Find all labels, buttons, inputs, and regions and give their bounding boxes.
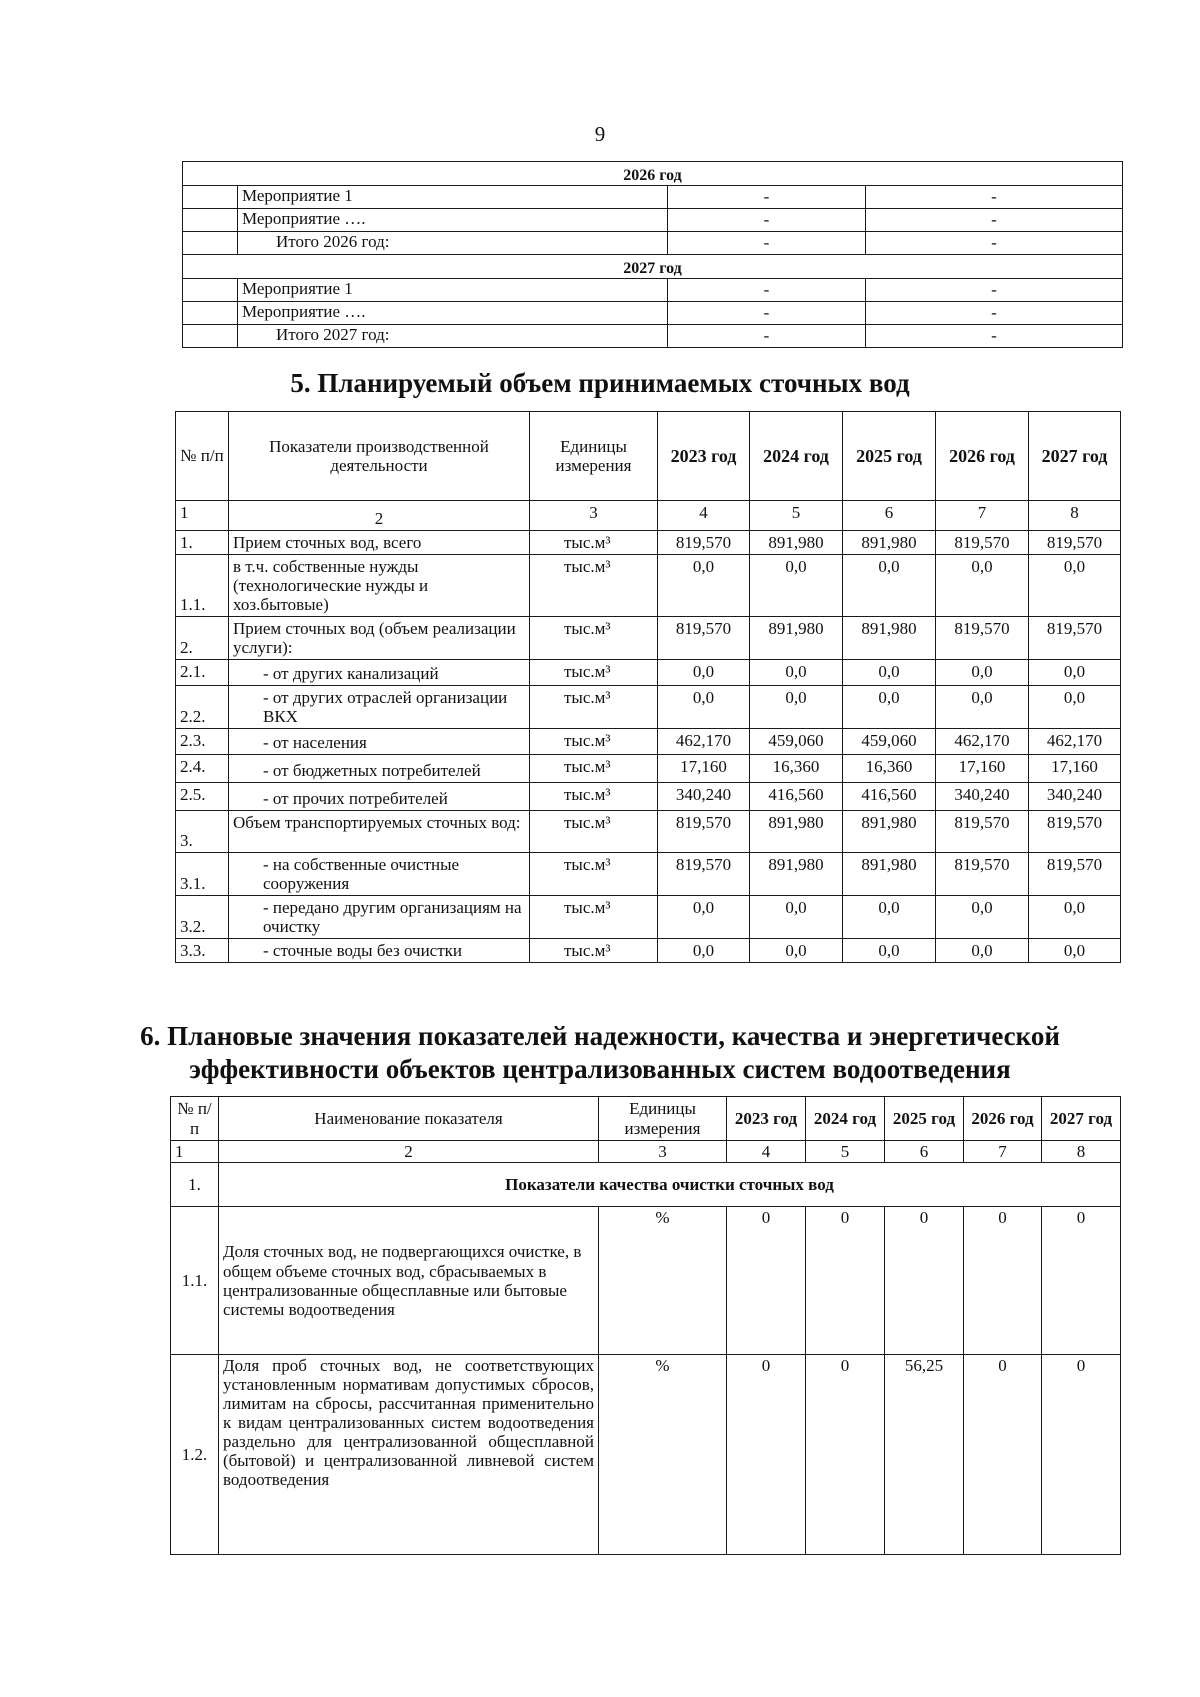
quality-indicators-table — [170, 1096, 1121, 1555]
value-cell: 0,0 — [936, 660, 1029, 686]
unit-cell: тыс.м³ — [530, 686, 658, 729]
column-header: Наименование показателя — [219, 1097, 599, 1141]
column-header: 2024 год — [806, 1097, 885, 1141]
column-header: № п/п — [171, 1097, 219, 1141]
value-cell: 0 — [727, 1355, 806, 1555]
table-row — [176, 811, 1121, 853]
value-cell: 462,170 — [658, 729, 750, 755]
row-number: 2. — [176, 617, 229, 660]
value-cell: 0,0 — [1029, 896, 1121, 939]
indicator-name: - от населения — [229, 729, 530, 755]
value-cell: 0,0 — [1029, 555, 1121, 617]
value-cell: 891,980 — [750, 617, 843, 660]
header-row — [176, 412, 1121, 501]
column-header: 2023 год — [727, 1097, 806, 1141]
section-5-title: 5. Планируемый объем принимаемых сточных вод — [290, 368, 910, 398]
value-cell: - — [668, 279, 866, 302]
value-cell: 16,360 — [750, 755, 843, 783]
value-cell: 0 — [885, 1207, 964, 1355]
table-row — [171, 1207, 1121, 1355]
column-number: 1 — [176, 501, 229, 531]
table-row — [176, 939, 1121, 963]
indicator-name: Прием сточных вод (объем реализации услуги): — [229, 617, 530, 660]
value-cell: 891,980 — [750, 811, 843, 853]
column-number: 6 — [843, 501, 936, 531]
value-cell: 56,25 — [885, 1355, 964, 1555]
value-cell: 0,0 — [843, 939, 936, 963]
unit-cell: тыс.м³ — [530, 811, 658, 853]
value-cell: 0,0 — [750, 660, 843, 686]
value-cell: 17,160 — [658, 755, 750, 783]
row-number: 1.1. — [171, 1207, 219, 1355]
value-cell: 819,570 — [658, 617, 750, 660]
value-cell: - — [866, 279, 1123, 302]
column-number: 7 — [964, 1141, 1042, 1163]
unit-cell: тыс.м³ — [530, 755, 658, 783]
column-header: Единицы измерения — [530, 412, 658, 501]
measure-label: Мероприятие 1 — [238, 279, 668, 302]
value-cell: 0,0 — [1029, 939, 1121, 963]
value-cell: 819,570 — [1029, 531, 1121, 555]
column-header: Показатели производственной деятельности — [229, 412, 530, 501]
indicator-name: - на собственные очистные сооружения — [229, 853, 530, 896]
column-number: 4 — [727, 1141, 806, 1163]
value-cell: - — [866, 186, 1123, 209]
num-cell — [183, 325, 238, 348]
value-cell: 0,0 — [658, 686, 750, 729]
value-cell: - — [866, 232, 1123, 255]
column-header: 2026 год — [964, 1097, 1042, 1141]
value-cell: 0,0 — [658, 896, 750, 939]
value-cell: - — [668, 232, 866, 255]
value-cell: 819,570 — [658, 853, 750, 896]
value-cell: 0 — [964, 1355, 1042, 1555]
indicator-name: Объем транспортируемых сточных вод: — [229, 811, 530, 853]
table-row — [183, 279, 1123, 302]
value-cell: 0 — [964, 1207, 1042, 1355]
wastewater-volume-table — [175, 411, 1121, 963]
year-row-2027 — [183, 255, 1123, 279]
value-cell: 819,570 — [1029, 853, 1121, 896]
value-cell: 416,560 — [750, 783, 843, 811]
unit-cell: тыс.м³ — [530, 783, 658, 811]
year-label: 2027 год — [183, 255, 1123, 279]
header-row — [171, 1097, 1121, 1141]
section-6-title-line2: эффективности объектов централизованных систем водоотведения — [189, 1053, 1011, 1084]
measure-label: Мероприятие …. — [238, 209, 668, 232]
value-cell: 17,160 — [936, 755, 1029, 783]
indicator-name: Доля сточных вод, не подвергающихся очистке, в общем объеме сточных вод, сбрасываемых в централизованные общесплавные или бытовые системы водоотведения — [219, 1207, 599, 1355]
unit-cell: тыс.м³ — [530, 531, 658, 555]
value-cell: 0,0 — [936, 939, 1029, 963]
value-cell: 819,570 — [1029, 617, 1121, 660]
value-cell: 0,0 — [750, 896, 843, 939]
column-header: 2026 год — [936, 412, 1029, 501]
value-cell: 819,570 — [658, 811, 750, 853]
value-cell: 819,570 — [936, 811, 1029, 853]
table-row — [176, 783, 1121, 811]
value-cell: 819,570 — [936, 617, 1029, 660]
unit-cell: тыс.м³ — [530, 939, 658, 963]
row-number: 3.3. — [176, 939, 229, 963]
column-header: 2023 год — [658, 412, 750, 501]
num-cell — [183, 302, 238, 325]
column-number: 6 — [885, 1141, 964, 1163]
value-cell: 340,240 — [658, 783, 750, 811]
table-row — [183, 209, 1123, 232]
num-cell — [183, 232, 238, 255]
value-cell: 891,980 — [843, 531, 936, 555]
column-number-row — [171, 1141, 1121, 1163]
value-cell: - — [668, 209, 866, 232]
unit-cell: % — [599, 1355, 727, 1555]
value-cell: 0,0 — [936, 896, 1029, 939]
value-cell: 0 — [1042, 1207, 1121, 1355]
column-number: 7 — [936, 501, 1029, 531]
row-number: 2.5. — [176, 783, 229, 811]
value-cell: 0,0 — [936, 555, 1029, 617]
unit-cell: тыс.м³ — [530, 660, 658, 686]
value-cell: 891,980 — [750, 853, 843, 896]
value-cell: - — [866, 302, 1123, 325]
value-cell: 0,0 — [936, 686, 1029, 729]
table-row — [176, 660, 1121, 686]
value-cell: 0,0 — [658, 939, 750, 963]
total-label: Итого 2027 год: — [238, 325, 668, 348]
indicator-name: - от других канализаций — [229, 660, 530, 686]
row-number: 1. — [176, 531, 229, 555]
value-cell: 891,980 — [750, 531, 843, 555]
value-cell: 0 — [806, 1355, 885, 1555]
value-cell: 0,0 — [750, 555, 843, 617]
table-row — [183, 325, 1123, 348]
table-row — [183, 232, 1123, 255]
column-number: 4 — [658, 501, 750, 531]
unit-cell: тыс.м³ — [530, 729, 658, 755]
value-cell: 0,0 — [843, 686, 936, 729]
column-number: 5 — [750, 501, 843, 531]
table-row — [176, 896, 1121, 939]
value-cell: 340,240 — [936, 783, 1029, 811]
value-cell: 416,560 — [843, 783, 936, 811]
value-cell: 891,980 — [843, 853, 936, 896]
num-cell — [183, 186, 238, 209]
value-cell: - — [668, 325, 866, 348]
indicator-name: - передано другим организациям на очистку — [229, 896, 530, 939]
indicator-name: - от других отраслей организации ВКХ — [229, 686, 530, 729]
unit-cell: тыс.м³ — [530, 853, 658, 896]
table-row — [176, 686, 1121, 729]
unit-cell: тыс.м³ — [530, 555, 658, 617]
table-row — [176, 617, 1121, 660]
column-number: 3 — [530, 501, 658, 531]
value-cell: 16,360 — [843, 755, 936, 783]
column-header: 2027 год — [1042, 1097, 1121, 1141]
unit-cell: тыс.м³ — [530, 896, 658, 939]
column-header: 2027 год — [1029, 412, 1121, 501]
value-cell: 0,0 — [843, 660, 936, 686]
value-cell: 340,240 — [1029, 783, 1121, 811]
indicator-name: Доля проб сточных вод, не соответствующих установленным нормативам допустимых сбросов, лимитам на сбросы, рассчитанная применительно к видам централизованных систем водоотведения раздельно для централизованной общесплавной (бытовой) и централизованной ливневой систем водоотведения — [219, 1355, 599, 1555]
value-cell: 459,060 — [750, 729, 843, 755]
column-header: 2025 год — [843, 412, 936, 501]
section-6-title-line1: 6. Плановые значения показателей надежности, качества и энергетической — [140, 1021, 1060, 1051]
value-cell: 0,0 — [750, 939, 843, 963]
row-number: 2.4. — [176, 755, 229, 783]
value-cell: 0 — [1042, 1355, 1121, 1555]
column-header: № п/п — [176, 412, 229, 501]
value-cell: 819,570 — [1029, 811, 1121, 853]
row-number: 2.3. — [176, 729, 229, 755]
column-number: 2 — [229, 501, 530, 531]
column-number-row — [176, 501, 1121, 531]
value-cell: 819,570 — [936, 853, 1029, 896]
value-cell: 891,980 — [843, 617, 936, 660]
value-cell: 0,0 — [843, 896, 936, 939]
table-row — [176, 531, 1121, 555]
total-label: Итого 2026 год: — [238, 232, 668, 255]
table-row — [183, 302, 1123, 325]
column-number: 1 — [171, 1141, 219, 1163]
unit-cell: % — [599, 1207, 727, 1355]
row-number: 3.2. — [176, 896, 229, 939]
value-cell: - — [866, 209, 1123, 232]
value-cell: 819,570 — [936, 531, 1029, 555]
value-cell: 0,0 — [843, 555, 936, 617]
value-cell: 0,0 — [1029, 686, 1121, 729]
column-number: 2 — [219, 1141, 599, 1163]
table-row — [176, 729, 1121, 755]
column-header: 2025 год — [885, 1097, 964, 1141]
value-cell: 17,160 — [1029, 755, 1121, 783]
table-row — [176, 853, 1121, 896]
indicator-name: - сточные воды без очистки — [229, 939, 530, 963]
value-cell: - — [668, 186, 866, 209]
value-cell: 459,060 — [843, 729, 936, 755]
table-row — [176, 755, 1121, 783]
indicator-name: - от прочих потребителей — [229, 783, 530, 811]
section-label: Показатели качества очистки сточных вод — [219, 1163, 1121, 1207]
value-cell: 891,980 — [843, 811, 936, 853]
table-row — [171, 1355, 1121, 1555]
year-label: 2026 год — [183, 162, 1123, 186]
row-number: 1. — [171, 1163, 219, 1207]
row-number: 1.1. — [176, 555, 229, 617]
section-row — [171, 1163, 1121, 1207]
indicator-name: в т.ч. собственные нужды (технологические нужды и хоз.бытовые) — [229, 555, 530, 617]
measure-label: Мероприятие 1 — [238, 186, 668, 209]
num-cell — [183, 209, 238, 232]
value-cell: - — [668, 302, 866, 325]
table-row — [176, 555, 1121, 617]
column-number: 8 — [1042, 1141, 1121, 1163]
value-cell: 0,0 — [658, 555, 750, 617]
table-row — [183, 186, 1123, 209]
row-number: 2.2. — [176, 686, 229, 729]
column-number: 5 — [806, 1141, 885, 1163]
row-number: 3.1. — [176, 853, 229, 896]
indicator-name: - от бюджетных потребителей — [229, 755, 530, 783]
value-cell: 462,170 — [936, 729, 1029, 755]
value-cell: 462,170 — [1029, 729, 1121, 755]
column-number: 8 — [1029, 501, 1121, 531]
page-number: 9 — [594, 122, 606, 146]
column-header: Единицы измерения — [599, 1097, 727, 1141]
measure-label: Мероприятие …. — [238, 302, 668, 325]
value-cell: 0 — [806, 1207, 885, 1355]
value-cell: 819,570 — [658, 531, 750, 555]
row-number: 3. — [176, 811, 229, 853]
value-cell: 0,0 — [1029, 660, 1121, 686]
column-number: 3 — [599, 1141, 727, 1163]
value-cell: 0 — [727, 1207, 806, 1355]
num-cell — [183, 279, 238, 302]
section-6-title — [0, 1020, 1200, 1086]
measures-table — [182, 161, 1123, 348]
unit-cell: тыс.м³ — [530, 617, 658, 660]
year-row-2026 — [183, 162, 1123, 186]
column-header: 2024 год — [750, 412, 843, 501]
value-cell: 0,0 — [750, 686, 843, 729]
indicator-name: Прием сточных вод, всего — [229, 531, 530, 555]
value-cell: - — [866, 325, 1123, 348]
row-number: 1.2. — [171, 1355, 219, 1555]
value-cell: 0,0 — [658, 660, 750, 686]
row-number: 2.1. — [176, 660, 229, 686]
